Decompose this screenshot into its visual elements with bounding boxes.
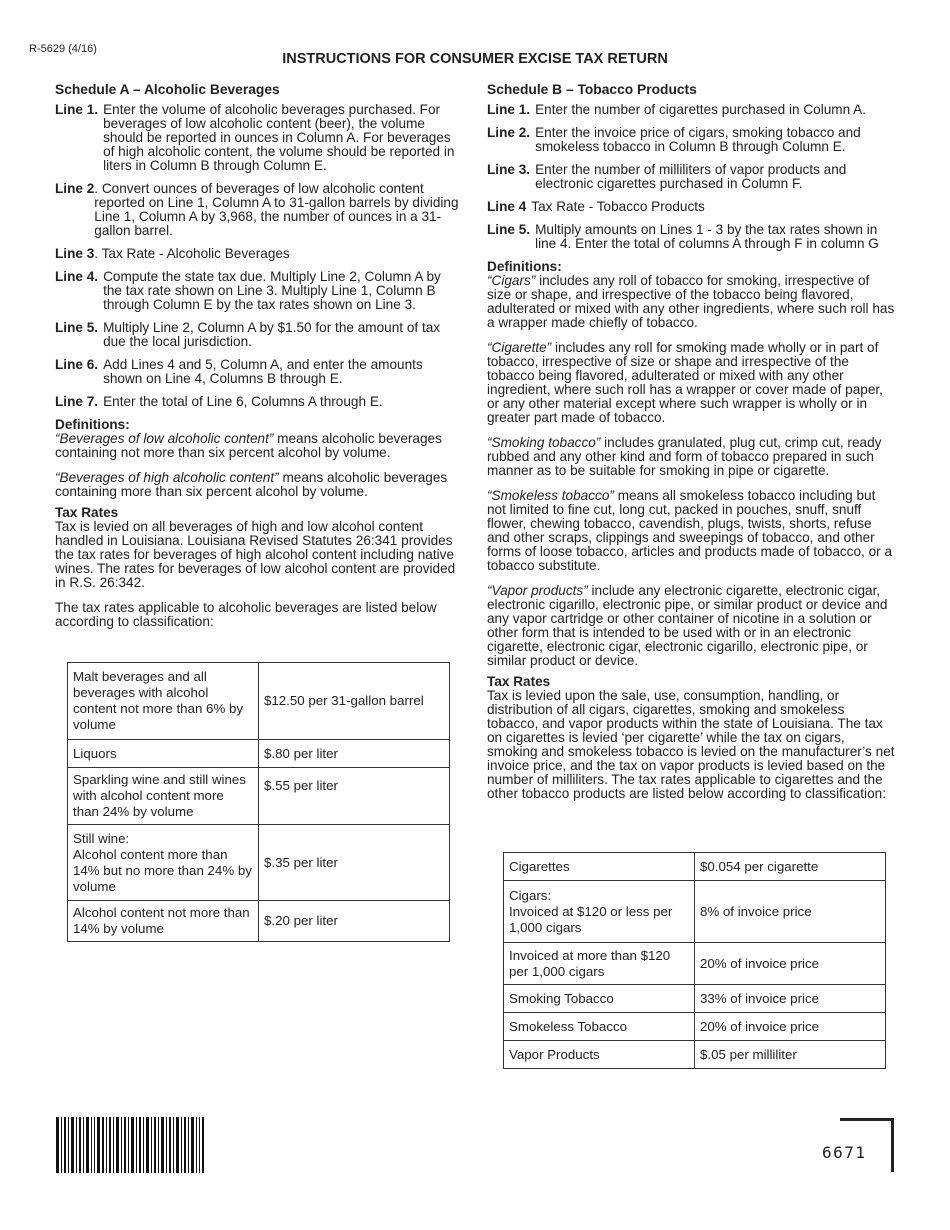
schedule-b-line (487, 126, 897, 154)
schedule-b-line (487, 163, 897, 191)
page-title: INSTRUCTIONS FOR CONSUMER EXCISE TAX RETURN (282, 51, 668, 67)
line-text: . Convert ounces of beverages of low alcoholic content reported on Line 1, Column A to 31-gallon barrels by dividing Line 1, Column A by 3,968, the number of ounces in a 31-gallon barrel. (94, 181, 459, 238)
definition-term: “Smokeless tobacco” (487, 488, 614, 503)
schedule-a-column (55, 83, 460, 640)
definition (487, 274, 897, 330)
line-label: Line 4. (55, 269, 99, 284)
line-label: Line 2 (55, 181, 95, 196)
line-label: Line 6. (55, 357, 99, 372)
definition (487, 489, 897, 573)
line-label: Line 5. (55, 320, 99, 335)
rate-value: 20% of invoice price (695, 1013, 886, 1041)
line-text: Enter the number of milliliters of vapor products and electronic cigarettes purchased in Column F. (535, 162, 847, 191)
page-number: 6671 (822, 1143, 867, 1162)
rate-value: $12.50 per 31-gallon barrel (259, 663, 450, 740)
schedule-a-line (55, 321, 460, 349)
table-row (68, 825, 450, 901)
schedule-a-line (55, 247, 460, 261)
definition-text: includes granulated, plug cut, crimp cut, ready rubbed and any other kind and form of tobacco prepared in such manner as to be suitable for smoking in pipe or cigarette. (487, 435, 882, 478)
definition-text: includes any roll of tobacco for smoking, irrespective of size or shape, and irrespective of the tobacco being flavored, adulterated or mixed with any other ingredients, where such roll has a wrapper made chiefly of tobacco. (487, 273, 895, 330)
line-label: Line 3 (55, 246, 95, 261)
rate-category: Alcohol content not more than 14% by volume (68, 901, 259, 942)
definitions-heading: Definitions: (487, 259, 562, 274)
line-label: Line 7. (55, 394, 99, 409)
line-label: Line 3. (487, 162, 531, 177)
definition-text: means alcoholic beverages containing not more than six percent alcohol by volume. (55, 431, 442, 460)
table-row (68, 768, 450, 825)
definition (55, 432, 460, 460)
tobacco-rates-table (503, 852, 886, 1069)
alcohol-rates-table (67, 662, 450, 942)
schedule-b-line (487, 223, 897, 251)
rate-value: $0.054 per cigarette (695, 853, 886, 881)
table-row (68, 663, 450, 740)
rate-value: $.55 per liter (259, 768, 450, 825)
schedule-b-heading: Schedule B – Tobacco Products (487, 82, 697, 97)
corner-mark (840, 1118, 894, 1172)
line-text: Enter the invoice price of cigars, smoking tobacco and smokeless tobacco in Column B through Column E. (535, 125, 861, 154)
schedule-b-lines (487, 103, 897, 251)
rate-value: $.20 per liter (259, 901, 450, 942)
rate-category: Cigarettes (504, 853, 695, 881)
barcode-icon (56, 1117, 204, 1173)
rate-category: Smokeless Tobacco (504, 1013, 695, 1041)
form-id: R-5629 (4/16) (29, 43, 97, 55)
line-label: Line 5. (487, 222, 531, 237)
schedule-a-line (55, 395, 460, 409)
definition-text: include any electronic cigarette, electronic cigar, electronic cigarillo, electronic pipe, or similar product or device and any vapor cartridge or other container of nicotine in a solution or other form that is intended to be used with or in an electronic cigarette, electronic cigar, electronic cigarillo, electronic pipe, or similar product or device. (487, 583, 888, 668)
schedule-b-line (487, 103, 897, 117)
table-row (504, 853, 886, 881)
tax-rates-text: Tax is levied on all beverages of high and low alcohol content handled in Louisiana. Louisiana Revised Statutes 26:341 provides the tax rates for beverages of high alcohol content including native wines. The rates for beverages of low alcohol content are provided in R.S. 26:342. (55, 519, 456, 590)
rate-category: Invoiced at more than $120 per 1,000 cigars (504, 943, 695, 985)
line-text: Multiply Line 2, Column A by $1.50 for the amount of tax due the local jurisdiction. (103, 320, 441, 349)
table-row (68, 740, 450, 768)
definitions-heading: Definitions: (55, 417, 130, 432)
rate-value: $.35 per liter (259, 825, 450, 901)
definition-text: includes any roll for smoking made wholly or in part of tobacco, irrespective of size or shape and irrespective of the tobacco being flavored, adulterated or mixed with any other ingredient, where such roll has a wrapper or cover made of paper, or any other material except where such wrapper is wholly or in greater part made of tobacco. (487, 340, 883, 425)
rate-value: $.80 per liter (259, 740, 450, 768)
tax-rates-heading: Tax Rates (55, 505, 119, 520)
schedule-a-line (55, 270, 460, 312)
line-text: Enter the volume of alcoholic beverages purchased. For beverages of low alcoholic content (beer), the volume should be reported in ounces in Column A. For beverages of high alcoholic content, the volume should be reported in liters in Column B through Column E. (103, 102, 455, 173)
definition-term: “Smoking tobacco” (487, 435, 601, 450)
schedule-a-heading: Schedule A – Alcoholic Beverages (55, 82, 280, 97)
line-label: Line 1. (55, 102, 99, 117)
definition (55, 471, 460, 499)
table-row (504, 881, 886, 943)
table-row (504, 985, 886, 1013)
definition-term: “Cigars” (487, 273, 536, 288)
rate-category: Vapor Products (504, 1041, 695, 1069)
rate-category: Still wine: Alcohol content more than 14% but no more than 24% by volume (68, 825, 259, 901)
line-text: Multiply amounts on Lines 1 - 3 by the tax rates shown in line 4. Enter the total of columns A through F in column G (535, 222, 879, 251)
line-text: . Tax Rate - Alcoholic Beverages (94, 246, 290, 261)
line-label: Line 2. (487, 125, 531, 140)
definition (487, 584, 897, 668)
line-label: Line 1. (487, 102, 531, 117)
tax-rates-heading: Tax Rates (487, 674, 551, 689)
definition-term: “Cigarette” (487, 340, 552, 355)
line-text: Enter the number of cigarettes purchased in Column A. (535, 102, 867, 117)
definition (487, 436, 897, 478)
definition-term: “Beverages of low alcoholic content” (55, 431, 274, 446)
rate-value: $.05 per milliliter (695, 1041, 886, 1069)
definition-term: “Vapor products” (487, 583, 588, 598)
rate-category: Liquors (68, 740, 259, 768)
tax-rates-text: Tax is levied upon the sale, use, consumption, handling, or distribution of all cigars, cigarettes, smoking and smokeless tobacco, and vapor products within the state of Louisiana. The tax on cigarettes is levied ‘per cigarette’ while the tax on cigars, smoking and smokeless tobacco is levied on the manufacturer’s net invoice price, and the tax on vapor products is levied based on the number of milliliters. The tax rates applicable to cigarettes and the other tobacco products are listed below according to classification: (487, 688, 895, 801)
schedule-b-column (487, 83, 897, 812)
line-text: Enter the total of Line 6, Columns A through E. (103, 394, 383, 409)
table-row (504, 1013, 886, 1041)
rate-value: 8% of invoice price (695, 881, 886, 943)
table-row (504, 943, 886, 985)
rate-category: Smoking Tobacco (504, 985, 695, 1013)
schedule-b-line (487, 200, 897, 214)
line-text: Add Lines 4 and 5, Column A, and enter the amounts shown on Line 4, Columns B through E. (103, 357, 423, 386)
rate-category: Sparkling wine and still wines with alcohol content more than 24% by volume (68, 768, 259, 825)
schedule-a-line (55, 103, 460, 173)
schedule-a-lines (55, 103, 460, 409)
table-row (504, 1041, 886, 1069)
rate-category: Cigars: Invoiced at $120 or less per 1,000 cigars (504, 881, 695, 943)
line-text: Tax Rate - Tobacco Products (531, 199, 705, 214)
definition-text: means alcoholic beverages containing more than six percent alcohol by volume. (55, 470, 448, 499)
table-row (68, 901, 450, 942)
definition-term: “Beverages of high alcoholic content” (55, 470, 279, 485)
definition (487, 341, 897, 425)
line-text: Compute the state tax due. Multiply Line 2, Column A by the tax rate shown on Line 3. Multiply Line 1, Column B through Column E by the tax rates shown on Line 3. (103, 269, 441, 312)
rate-value: 33% of invoice price (695, 985, 886, 1013)
schedule-a-line (55, 358, 460, 386)
rate-value: 20% of invoice price (695, 943, 886, 985)
tax-rates-intro: The tax rates applicable to alcoholic beverages are listed below according to classification: (55, 600, 437, 629)
definition-text: means all smokeless tobacco including but not limited to fine cut, long cut, packed in pouches, snuff, snuff flower, chewing tobacco, cavendish, plugs, twists, shorts, refuse and other scraps, clippings and sweepings of tobacco, and other forms of loose tobacco, articles and products made of tobacco, or a tobacco substitute. (487, 488, 893, 573)
rate-category: Malt beverages and all beverages with alcohol content not more than 6% by volume (68, 663, 259, 740)
schedule-a-line (55, 182, 460, 238)
line-label: Line 4 (487, 199, 527, 214)
